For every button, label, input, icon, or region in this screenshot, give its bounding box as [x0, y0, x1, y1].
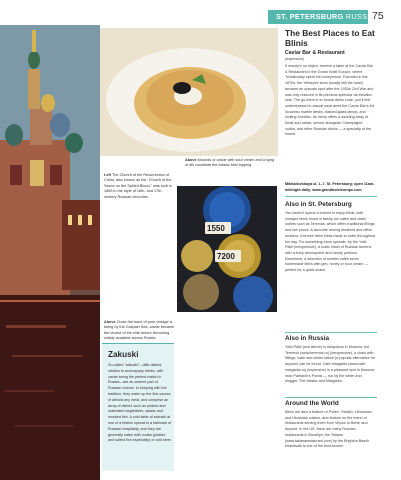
- section-heading-world: Around the World: [285, 400, 339, 407]
- section-body-caviar-bar: If money’s no object, reserve a table at the Caviar Bar & Restaurant in the Grand Hotel Europe, where Tchaikovsky spent his honeymoon. Founded in the 1870s, the Yeliseyev store (locally still the hotel) became an upscale spot after the 1930s Civil War and was only restored in its previous splendor as elevator-side. The go-there’s no formal dress code, you’ll feel underdressed in casual wear amid the Caviar Bar’s Art Nouveau marble desks, stained-glass lamps, and inviting fountain. Its menu offers a dazzling array of blinis and caviar, served alongside Champagne, vodka, and other Russian drinks — a specialty of the house.: [285, 64, 375, 137]
- section-heading-spb: Also in St. Petersburg: [285, 201, 352, 208]
- church-illustration: [0, 25, 100, 480]
- section-divider: [285, 332, 377, 333]
- section-header: [276, 11, 375, 23]
- section-body-spb: You needn’t spend a fortune to enjoy blinis, with cheaper blinis found in family-run cafés and chain outlets such as Teremok, which offers traditional fillings and low prices. A favourite among students and office workers, it serves fresh blinis made to order throughout the day. For something more upscale, try the Yolki Palki (inexpensive), a rustic chain of Russian taverns with a lively atmosphere and hearty portions. Elsewhere, a selection of smaller cafés serve homemade blinis with jam, honey or sour cream — perfect for a quick snack.: [285, 211, 375, 273]
- church-photo: [0, 25, 100, 480]
- article-title: The Best Places to Eat Blinis: [285, 28, 375, 48]
- blini-caption: Above Mounds of caviar with sour cream and a sprig of dill constitute the classic blini topping: [185, 158, 275, 168]
- caviar-caption: Above Close-the band of pure vintage is being by the Caspian Sea, caviar became the choice of the elite before becoming widely available across Russia: [104, 320, 175, 341]
- price-tag-top: 1550: [207, 224, 225, 233]
- caviar-bar-contact: Mikhailovskaya ul. 1–7, St. Petersburg; open 11am-midnight daily; www.grandhoteleurope.com: [285, 182, 375, 192]
- blini-plate-illustration: [100, 28, 278, 156]
- section-body-russia: Yolki Palki (see above) is ubiquitous in Moscow, but Teremok (www.teremok.ru) (inexpensive), a chain with fillings, hash and winter lattice (a popular alternative for anyone) can be found. Café Margarita (www.cafe-margarita.ru) (expensive) is a pleasant spot in Moscow near Patriarch’s Ponds — run by the writer and blogger, The Master and Margarita.: [285, 345, 375, 384]
- section-price-caviar-bar: (expensive): [285, 57, 305, 61]
- section-heading-caviar-bar: Caviar Bar & Restaurant: [285, 50, 345, 56]
- blini-photo: [100, 28, 278, 156]
- price-tag-bottom: 7200: [217, 252, 235, 261]
- page-number: 75: [372, 10, 384, 22]
- section-heading-russia: Also in Russia: [285, 335, 330, 342]
- church-caption: Left The Church of the Resurrection of Christ, also known as the “Church of the Savior on the Spilled Blood,” was built in 1883 in the style of 16th- and 17th-century Russian churches.: [104, 173, 172, 199]
- section-city: ST. PETERSBURG: [276, 12, 344, 21]
- caviar-tins-photo: [177, 186, 277, 312]
- section-body-world: Blinis are also a feature of Polish, Yiddish, Lithuanian, and Ukrainian cuisine, and feature on the menu of restaurants serving them from Vilnius to Berlin and beyond. In the US, there are many Russian restaurants in Brooklyn; the Tatiana (www.tatianarestaurant.com) by the Brighton Beach boardwalk is one of the best-known.: [285, 410, 373, 449]
- section-divider: [285, 397, 377, 398]
- sidebar-body: So-called "zakuski"—little dishes, nibbles to accompany drinks, with caviar being the perfect match in Russia—are an ancient part of Russian cuisine. In keeping with the tradition, they make up the first course of almost any meal, and comprise an array of dishes such as pickled and marinated vegetables, salads and smoked fish. A cold table of zakuski at one of a festive spread is a hallmark of Russian hospitality, and they are generally eaten with vodka (pickles and salted fish especially) or cold beer.: [108, 363, 172, 443]
- caviar-tins-illustration: [177, 186, 277, 312]
- section-divider: [285, 196, 377, 197]
- section-country: RUSSIA: [345, 12, 375, 21]
- sidebar-title: Zakuski: [108, 350, 139, 359]
